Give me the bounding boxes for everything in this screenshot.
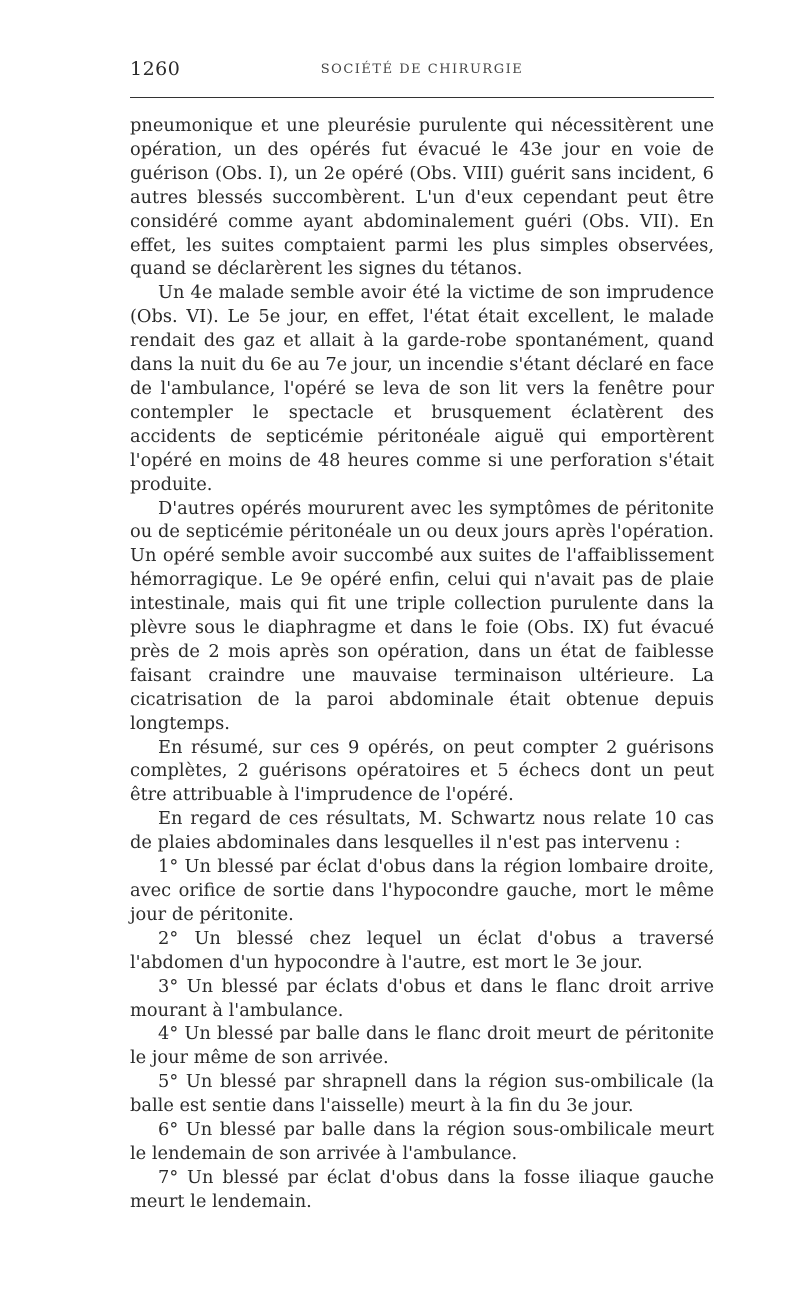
body-text (130, 114, 714, 1214)
list-item: 3° Un blessé par éclats d'obus et dans le flanc droit arrive mourant à l'ambulance. (130, 975, 714, 1021)
list-item: 7° Un blessé par éclat d'obus dans la fosse iliaque gauche meurt le lendemain. (130, 1166, 714, 1212)
paragraph: pneumonique et une pleurésie purulente qui nécessitèrent une opération, un des opérés fut évacué le 43e jour en voie de guérison (Obs. I), un 2e opéré (Obs. VIII) guérit sans incident, 6 autres blessés succombèrent. L'un d'eux cependant peut être considéré comme ayant abdominalement guéri (Obs. VII). En effet, les suites comptaient parmi les plus simples observées, quand se déclarèrent les signes du tétanos. (130, 115, 714, 280)
paragraph: En résumé, sur ces 9 opérés, on peut compter 2 guérisons complètes, 2 guérisons opératoires et 5 échecs dont un peut être attribuable à l'imprudence de l'opéré. (130, 736, 714, 806)
running-header (130, 58, 714, 88)
running-title: SOCIÉTÉ DE CHIRURGIE (320, 62, 524, 77)
list-item: 5° Un blessé par shrapnell dans la région sus-ombilicale (la balle est sentie dans l'aisselle) meurt à la fin du 3e jour. (130, 1071, 714, 1117)
paragraph: Un 4e malade semble avoir été la victime de son imprudence (Obs. VI). Le 5e jour, en effet, l'état était excellent, le malade rendait des gaz et allait à la garde-robe spontanément, quand dans la nuit du 6e au 7e jour, un incendie s'étant déclaré en face de l'ambulance, l'opéré se leva de son lit vers la fenêtre pour contempler le spectacle et brusquement éclatèrent des accidents de septicémie péritonéale aiguë qui emportèrent l'opéré en moins de 48 heures comme si une perforation s'était produite. (130, 282, 714, 495)
paragraph: D'autres opérés moururent avec les symptômes de péritonite ou de septicémie péritonéale un ou deux jours après l'opération. Un opéré semble avoir succombé aux suites de l'affaiblissement hémorragique. Le 9e opéré enfin, celui qui n'avait pas de plaie intestinale, mais qui fit une triple collection purulente dans la plèvre sous le diaphragme et dans le foie (Obs. IX) fut évacué près de 2 mois après son opération, dans un état de faiblesse faisant craindre une mauvaise terminaison ultérieure. La cicatrisation de la paroi abdominale était obtenue depuis longtemps. (130, 497, 714, 734)
list-item: 1° Un blessé par éclat d'obus dans la région lombaire droite, avec orifice de sortie dans l'hypocondre gauche, mort le même jour de péritonite. (130, 856, 714, 925)
list-item: 2° Un blessé chez lequel un éclat d'obus a traversé l'abdomen d'un hypocondre à l'autre, est mort le 3e jour. (130, 927, 714, 973)
list-item: 4° Un blessé par balle dans le flanc droit meurt de péritonite le jour même de son arrivée. (130, 1023, 714, 1069)
header-rule (130, 97, 714, 98)
page-number: 1260 (130, 58, 181, 80)
paragraph: En regard de ces résultats, M. Schwartz nous relate 10 cas de plaies abdominales dans lesquelles il n'est pas intervenu : (130, 808, 714, 854)
list-item: 6° Un blessé par balle dans la région sous-ombilicale meurt le lendemain de son arrivée à l'ambulance. (130, 1119, 714, 1164)
